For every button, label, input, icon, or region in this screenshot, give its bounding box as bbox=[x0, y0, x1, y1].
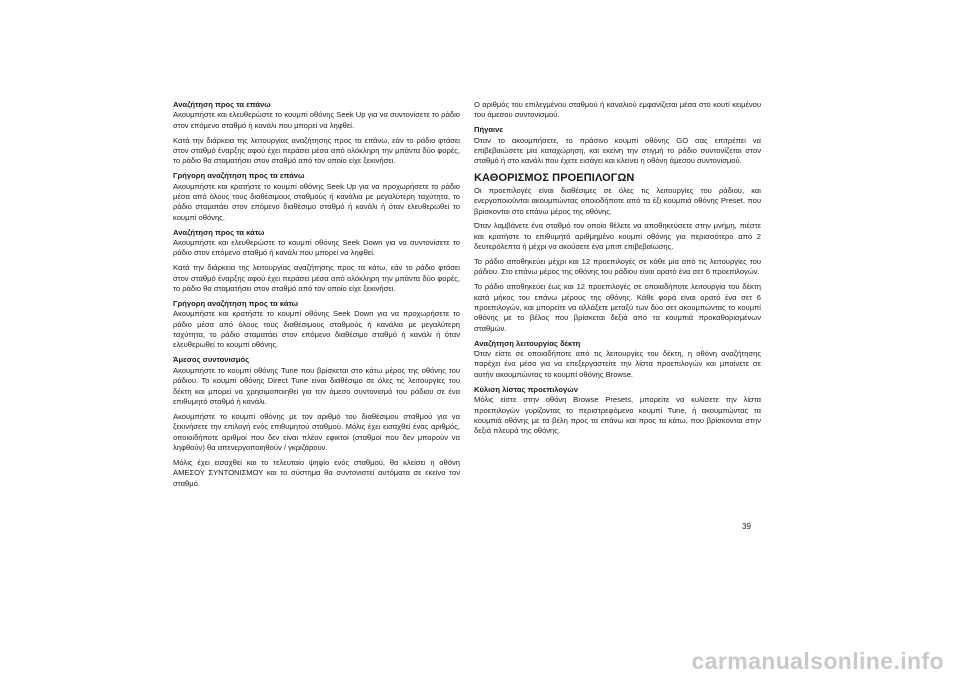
fast-seek-up-heading: Γρήγορη αναζήτηση προς τα επάνω bbox=[173, 171, 305, 181]
seek-down-heading: Αναζήτηση προς τα κάτω bbox=[173, 227, 265, 237]
direct-tune-paragraph-3: Μόλις έχει εισαχθεί και το τελευταίο ψηφίο ενός σταθμού, θα κλείσει η οθόνη ΑΜΕΣΟΥ ΣΥΝΤΟΝΙΣΜΟΥ και το σύστημα θα συντονιστεί αυτόματα σε εκείνο τον σταθμό. bbox=[173, 457, 460, 488]
presets-paragraph-2: Όταν λαμβάνετε ένα σταθμό τον οποίο θέλετε να αποθηκεύσετε στην μνήμη, πιέστε και κρατήστε το επιθυμητό αριθμημένο κουμπί οθόνης για περισσότερο από 2 δευτερόλεπτα ή μέχρι να ακούσετε ένα μπιπ επιβεβαίωσης. bbox=[474, 221, 761, 252]
page-number: 39 bbox=[742, 522, 751, 531]
direct-tune-paragraph: Ακουμπήστε το κουμπί οθόνης Tune που βρίσκεται στο κάτω μέρος της οθόνης του ράδιου. Το κουμπί οθόνης Direct Tune είναι διαθέσιμο σε όλες τις λειτουργίες του δέκτη και μπορεί να χρησιμοποιηθεί για τον άμεσο συντονισμό του ράδιου σε ένα επιθυμητό σταθμό ή κανάλι. bbox=[173, 365, 460, 406]
fast-seek-down-heading: Γρήγορη αναζήτηση προς τα κάτω bbox=[173, 298, 299, 308]
right-column bbox=[474, 100, 761, 441]
scroll-presets-heading: Κύλιση λίστας προεπιλογών bbox=[474, 384, 578, 394]
fast-seek-down-paragraph: Ακουμπήστε και κρατήστε το κουμπί οθόνης Seek Down για να προχωρήσετε το ράδιο μέσα από όλους τους διαθέσιμους σταθμούς ή κανάλια με μεγαλύτερη ταχύτητα, το ράδιο σταματάει στον επόμενο διαθέσιμο σταθμό ή κανάλι ή όταν ελευθερωθεί το κουμπί οθόνης. bbox=[173, 309, 460, 350]
fast-seek-up-paragraph: Ακουμπήστε και κρατήστε το κουμπί οθόνης Seek Up για να προχωρήσετε το ράδιο μέσα από όλους τους διαθέσιμους σταθμούς ή κανάλια με μεγαλύτερη ταχύτητα, το ράδιο σταματάει στον επόμενο διαθέσιμο σταθμό ή κανάλι ή όταν ελευθερωθεί το κουμπί οθόνης. bbox=[173, 181, 460, 222]
presets-section-title: ΚΑΘΟΡΙΣΜΟΣ ΠΡΟΕΠΙΛΟΓΩΝ bbox=[474, 171, 635, 184]
scroll-presets-paragraph: Μόλις είστε στην οθόνη Browse Presets, μπορείτε να κυλίσετε την λίστα προεπιλογών γυρίζοντας το περιστρεφόμενο κουμπί Tune, ή ακουμπώντας τα κουμπιά οθόνης με τα βέλη προς τα επάνω και προς τα κάτω, που βρίσκονται στην δεξιά πλευρά της οθόνης. bbox=[474, 395, 761, 436]
watermark: carmanualsonline.info bbox=[691, 648, 944, 674]
presets-paragraph: Οι προεπιλογές είναι διαθέσιμες σε όλες τις λειτουργίες του ράδιου, και ενεργοποιούνται ακουμπώντας οποιοδήποτε από τα έξι κουμπιά οθόνης Preset, που βρίσκονται στο επάνω μέρος της οθόνης. bbox=[474, 185, 761, 216]
go-heading: Πήγαινε bbox=[474, 125, 503, 135]
seek-down-paragraph-2: Κατά την διάρκεια της λειτουργίας αναζήτησης προς τα κάτω, εάν το ράδιο φτάσει στον σταθμό έναρξης αφού έχει περάσει μέσα από ολόκληρη την μπάντα δύο φορές, το ράδιο θα σταματήσει στον σταθμό από τον οποίο είχε ξεκινήσει. bbox=[173, 263, 460, 294]
left-column bbox=[173, 100, 460, 493]
seek-down-paragraph: Ακουμπήστε και ελευθερώστε το κουμπί οθόνης Seek Down για να συντονίσετε το ράδιο στον επόμενο σταθμό ή κανάλι που μπορεί να ληφθεί. bbox=[173, 238, 460, 258]
direct-tune-paragraph-4: Ο αριθμός του επιλεγμένου σταθμού ή καναλιού εμφανίζεται μέσα στο κουτί κειμένου του άμεσου συντονισμού. bbox=[474, 100, 761, 120]
direct-tune-paragraph-2: Ακουμπήστε το κουμπί οθόνης με τον αριθμό του διαθέσιμου σταθμού για να ξεκινήσετε την επιλογή ενός επιθυμητού σταθμού. Μόλις έχει εισαχθεί ένας αριθμός, οποιοιδήποτε αριθμοί που δεν είναι πλέον εφικτοί (σταθμοί που δεν μπορούν να ληφθούν) θα απενεργοποιηθούν / γκριζάρουν. bbox=[173, 411, 460, 452]
receiver-browse-paragraph: Όταν είστε σε οποιαδήποτε από τις λειτουργίες του δέκτη, η οθόνη αναζήτησης παρέχει ένα μέσο για να επεξεργαστείτε την λίστα προεπιλογών και μπαίνετε σε αυτήν ακουμπώντας το κουμπί οθόνης Browse. bbox=[474, 349, 761, 379]
seek-up-paragraph: Ακουμπήστε και ελευθερώστε το κουμπί οθόνης Seek Up για να συντονίσετε το ράδιο στον επόμενο σταθμό ή κανάλι που μπορεί να ληφθεί. bbox=[173, 110, 460, 130]
seek-up-heading: Αναζήτηση προς τα επάνω bbox=[173, 100, 271, 109]
presets-paragraph-3: Το ράδιο αποθηκεύει μέχρι και 12 προεπιλογές σε κάθε μία από τις λειτουργίες του ράδιου. Στο επάνω μέρος της οθόνης του ράδιου είναι ορατό ένα σετ 6 προεπιλογών. bbox=[474, 257, 761, 277]
receiver-browse-heading: Αναζήτηση λειτουργίας δέκτη bbox=[474, 338, 581, 348]
seek-up-paragraph-2: Κατά την διάρκεια της λειτουργίας αναζήτησης προς τα επάνω, εάν το ράδιο φτάσει στον σταθμό έναρξης αφού έχει περάσει μέσα από ολόκληρη την μπάντα δύο φορές, το ράδιο θα σταματήσει στον σταθμό από τον οποίο είχε ξεκινήσει. bbox=[173, 135, 460, 166]
go-paragraph: Όταν το ακουμπήσετε, το πράσινο κουμπί οθόνης GO σας επιτρέπει να επιβεβαιώσετε μία καταχώρηση, και εκείνη την στιγμή το ράδιο συντονίζεται στον σταθμό ή στο κανάλι που έχετε εισάγει και κλείνει η οθόνη άμεσου συντονισμού. bbox=[474, 135, 761, 166]
presets-paragraph-4: Το ράδιο αποθηκεύει έως και 12 προεπιλογές σε οποιαδήποτε λειτουργία του δέκτη κατά μήκος του επάνω μέρους της οθόνης. Κάθε φορά είναι ορατό ένα σετ 6 προεπιλογών, και μπορείτε να αλλάξετε μεταξύ των δύο σετ ακουμπώντας το κουμπί οθόνης με το βέλος που βρίσκεται δεξιά από τα κουμπιά προκαθορισμένων σταθμών. bbox=[474, 282, 761, 333]
direct-tune-heading: Άμεσος συντονισμός bbox=[173, 355, 250, 365]
